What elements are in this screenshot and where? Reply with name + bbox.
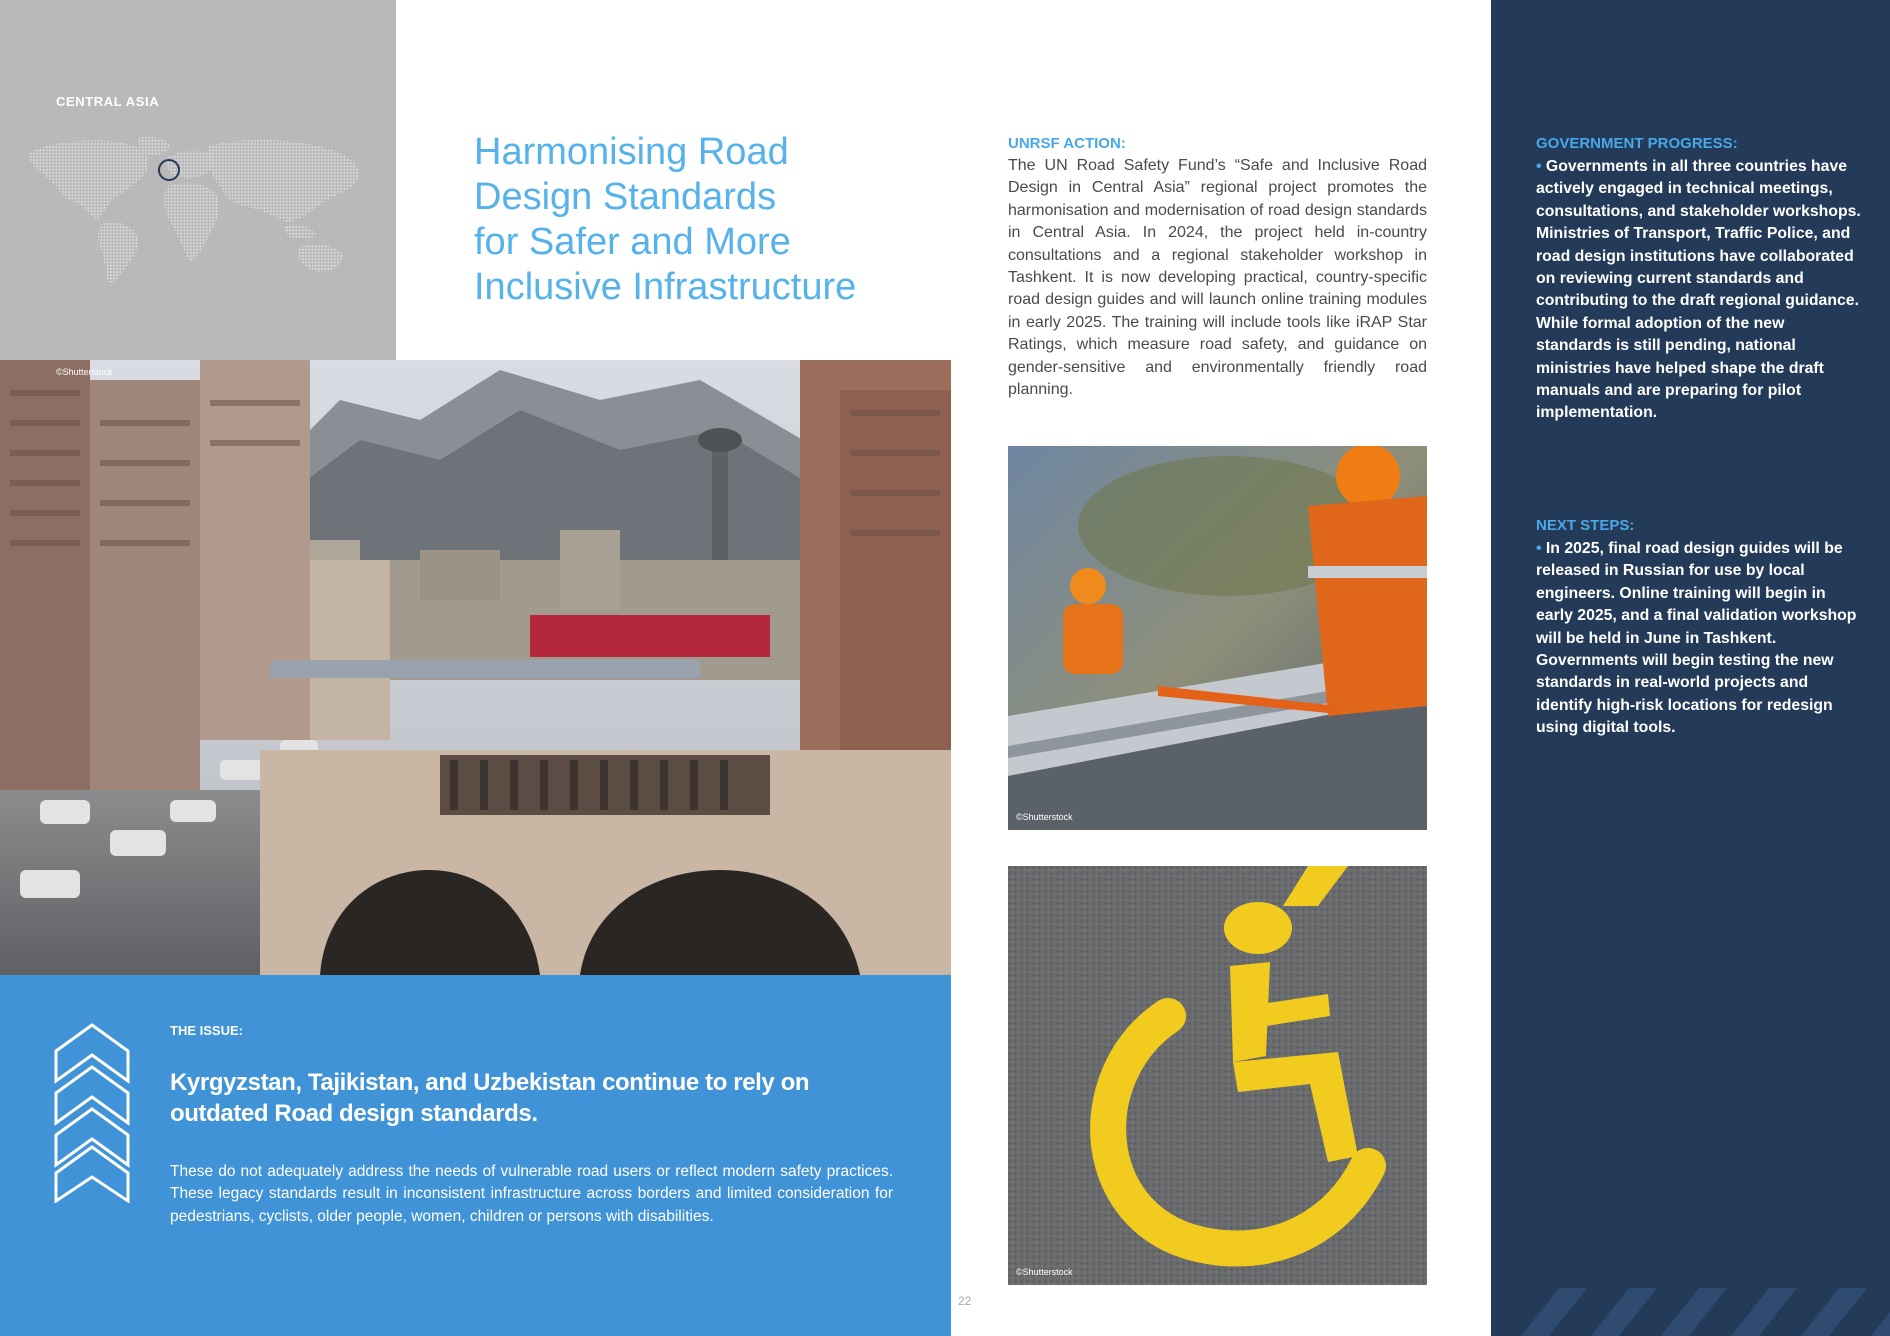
wheelchair-illustration xyxy=(1008,866,1427,1285)
title-line: Design Standards xyxy=(474,176,777,218)
government-progress-heading: GOVERNMENT PROGRESS: xyxy=(1536,135,1738,152)
decorative-stripes xyxy=(1491,1288,1890,1336)
title-line: for Safer and More xyxy=(474,221,791,263)
photo-credit: ©Shutterstock xyxy=(56,367,113,377)
right-column xyxy=(1491,0,1890,1336)
next-steps-heading: NEXT STEPS: xyxy=(1536,517,1635,534)
main-photo xyxy=(0,360,951,975)
issue-panel xyxy=(0,975,951,1336)
unrsf-action-heading: UNRSF ACTION: xyxy=(1008,135,1126,152)
world-map xyxy=(26,136,366,286)
photo-credit: ©Shutterstock xyxy=(1016,1267,1073,1277)
next-steps-body xyxy=(1536,538,1861,740)
map-panel xyxy=(0,0,396,360)
region-label: CENTRAL ASIA xyxy=(56,94,160,109)
unrsf-action-body: The UN Road Safety Fund’s “Safe and Inclusive Road Design in Central Asia” regional project promotes the harmonisation and modernisation of road design standards in Central Asia. In 2024, the project held in-country consultations and a regional stakeholder workshop in Tashkent. It is now developing practical, country-specific road design guides and will launch online training modules in early 2025. The training will include tools like iRAP Star Ratings, which measure road safety, and guidance on gender-sensitive and environmentally friendly road planning. xyxy=(1008,157,1427,399)
page-number: 22 xyxy=(958,1294,972,1308)
government-progress-body xyxy=(1536,156,1861,425)
workers-illustration xyxy=(1008,446,1427,830)
page-title xyxy=(474,130,914,310)
title-line: Inclusive Infrastructure xyxy=(474,266,857,308)
next-steps-text: In 2025, final road design guides will be released in Russian for use by local engineers. Online training will begin in early 2025, and a final validation workshop will be held in June in Tashkent. Governments will begin testing the new standards in real-world projects and identify high-risk locations for redesign using digital tools. xyxy=(1536,540,1857,737)
title-line: Harmonising Road xyxy=(474,131,789,173)
workers-photo xyxy=(1008,446,1427,830)
issue-lead: Kyrgyzstan, Tajikistan, and Uzbekistan continue to rely on outdated Road design standards. xyxy=(170,1069,810,1127)
issue-body: These do not adequately address the needs of vulnerable road users or reflect modern safety practices. These legacy standards result in inconsistent infrastructure across borders and limited consideration for pedestrians, cyclists, older people, women, children or persons with disabilities. xyxy=(170,1163,893,1225)
photo-credit: ©Shutterstock xyxy=(1016,812,1073,822)
bullet: • xyxy=(1536,540,1542,557)
issue-heading: THE ISSUE: xyxy=(170,1023,243,1038)
government-progress-text: Governments in all three countries have actively engaged in technical meetings, consultations, and stakeholder workshops. Ministries of Transport, Traffic Police, and road design institutions have collaborated on reviewing current standards and contributing to the draft regional guidance. While formal adoption of the new standards is still pending, national ministries have helped shape the draft manuals and are preparing for pilot implementation. xyxy=(1536,158,1861,422)
chevron-stack-icon xyxy=(54,1023,130,1203)
bullet: • xyxy=(1536,158,1542,175)
wheelchair-symbol-photo xyxy=(1008,866,1427,1285)
city-road-illustration xyxy=(0,360,951,975)
